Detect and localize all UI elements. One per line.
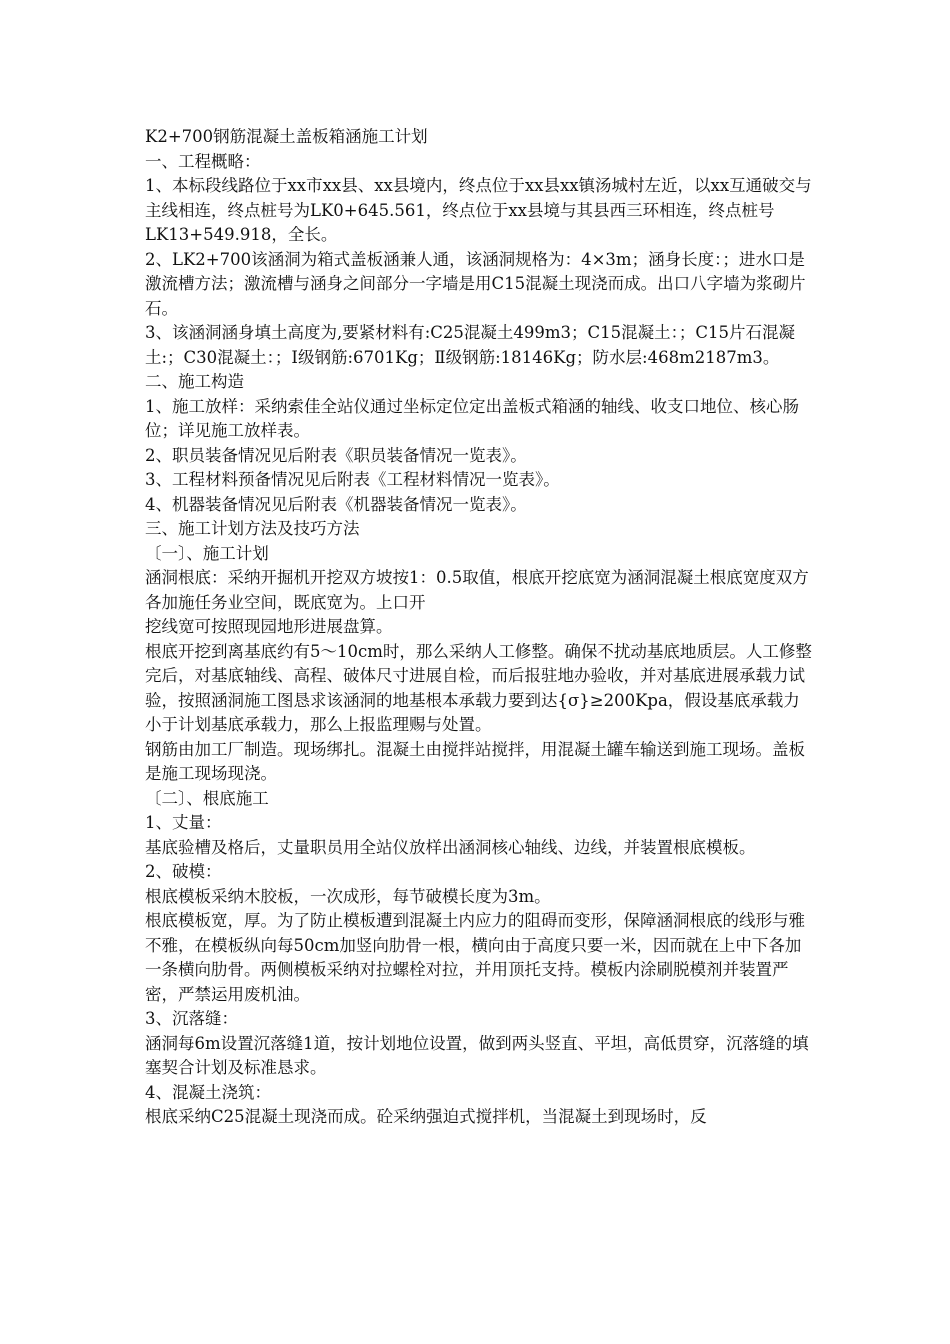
paragraph: 2、职员装备情况见后附表《职员装备情况一览表》。: [145, 445, 527, 465]
paragraph: 基底验槽及格后，丈量职员用全站仪放样出涵洞核心轴线、边线，并装置根底模板。: [145, 837, 756, 857]
paragraph: 根底模板采纳木胶板，一次成形，每节破模长度为3m。: [145, 886, 551, 906]
section-heading: 三、施工计划方法及技巧方法: [145, 519, 360, 538]
paragraph: 涵洞每6m设置沉落缝1道，按计划地位设置，做到两头竖直、平坦，高低贯穿，沉落缝的填塞契合计划及标准恳求。: [145, 1033, 809, 1077]
item-heading: 2、破模：: [145, 862, 222, 881]
subsection-heading: 〔一〕、施工计划: [145, 543, 269, 563]
paragraph: 4、机器装备情况见后附表《机器装备情况一览表》。: [145, 494, 527, 514]
section-heading: 一、工程概略：: [145, 151, 261, 171]
doc-title: K2+700钢筋混凝土盖板箱涵施工计划: [145, 127, 428, 146]
paragraph: 根底模板宽，厚。为了防止模板遭到混凝土内应力的阻碍而变形，保障涵洞根底的线形与雅不雅，在模板纵向每50cm加竖向肋骨一根，横向由于高度只要一米，因而就在上中下各加一条横向肋骨。两侧模板采纳对拉螺栓对拉，并用顶托支持。模板内涂刷脱模剂并装置严密，严禁运用废机油。: [145, 911, 805, 1004]
paragraph: 2、LK2+700该涵洞为箱式盖板涵兼人通，该涵洞规格为：4×3m；涵身长度：；进水口是激流槽方法；激流槽与涵身之间部分一字墙是用C15混凝土现浇而成。出口八字墙为浆砌片石。: [145, 249, 806, 318]
item-heading: 3、沉落缝：: [145, 1009, 238, 1028]
document-body: [145, 125, 815, 1130]
paragraph: 1、本标段线路位于xx市xx县、xx县境内，终点位于xx县xx镇汤城村左近，以xx互通破交与主线相连，终点桩号为LK0+645.561，终点位于xx县境与其县西三环相连，终点桩号LK13+549.918，全长。: [145, 176, 812, 244]
item-heading: 1、丈量：: [145, 813, 222, 832]
item-heading: 4、混凝土浇筑：: [145, 1082, 271, 1102]
paragraph: 根底采纳C25混凝土现浇而成。砼采纳强迫式搅拌机，当混凝土到现场时，反: [145, 1107, 707, 1126]
paragraph: 涵洞根底：采纳开掘机开挖双方坡按1：0.5取值，根底开挖底宽为涵洞混凝土根底宽度双方各加施任务业空间，既底宽为。上口开: [145, 568, 809, 612]
paragraph: 1、施工放样：采纳索佳全站仪通过坐标定位定出盖板式箱涵的轴线、收支口地位、核心肠位；详见施工放样表。: [145, 396, 799, 440]
subsection-heading: 〔二〕、根底施工: [145, 788, 269, 808]
section-heading: 二、施工构造: [145, 372, 244, 391]
paragraph: 钢筋由加工厂制造。现场绑扎。混凝土由搅拌站搅拌，用混凝土罐车输送到施工现场。盖板是施工现场现浇。: [145, 739, 805, 783]
paragraph: 3、该涵洞涵身填土高度为,要紧材料有:C25混凝土499m3；C15混凝土：；C15片石混凝土:；C30混凝土：；Ⅰ级钢筋:6701Kg；Ⅱ级钢筋:18146Kg；防水层:468m2187m3。: [145, 323, 796, 367]
paragraph: 挖线宽可按照现园地形进展盘算。: [145, 617, 393, 636]
paragraph: 根底开挖到离基底约有5～10cm时，那么采纳人工修整。确保不扰动基底地质层。人工修整完后，对基底轴线、高程、破体尺寸进展自检，而后报驻地办验收，并对基底进展承载力试验，按照涵洞施工图恳求该涵洞的地基根本承载力要到达{σ}≥200Kpa，假设基底承载力小于计划基底承载力，那么上报监理赐与处置。: [145, 641, 812, 734]
paragraph: 3、工程材料预备情况见后附表《工程材料情况一览表》。: [145, 470, 560, 489]
